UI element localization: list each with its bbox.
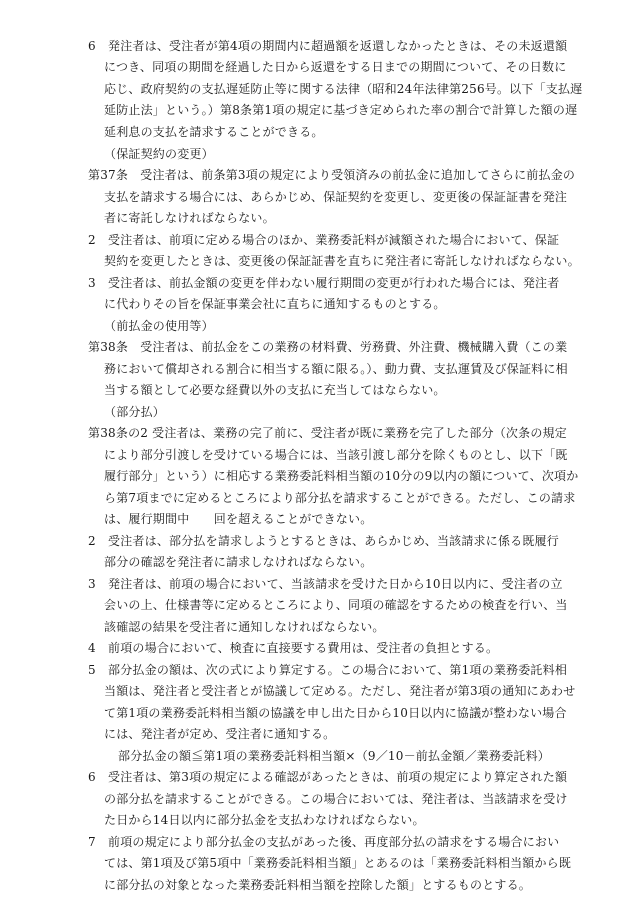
text-line: 会いの上、仕様書等に定めるところにより、同項の確認をするための検査を行い、当: [104, 598, 568, 612]
text-line: 第38条の2 受注者は、業務の完了前に、受注者が既に業務を完了した部分（次条の規定: [88, 426, 567, 440]
text-line: 4 前項の場合において、検査に直接要する費用は、受注者の負担とする。: [88, 641, 499, 655]
text-line: は、履行期間中 回を超えることができない。: [104, 512, 373, 526]
text-line: 3 発注者は、前項の場合において、当該請求を受けた日から10日以内に、受注者の立: [88, 577, 563, 591]
text-line: に部分払の対象となった業務委託料相当額を控除した額」とするものとする。: [104, 878, 532, 892]
text-line: 履行部分」という）に相応する業務委託料相当額の10分の9以内の額について、次項か: [104, 469, 579, 483]
text-line: の部分払を請求することができる。この場合においては、発注者は、当該請求を受け: [104, 792, 568, 806]
text-line: ては、第1項及び第5項中「業務委託料相当額」とあるのは「業務委託料相当額から既: [104, 856, 572, 870]
text-line: 延防止法」という。）第8条第1項の規定に基づき定められた率の割合で計算した額の遅: [104, 103, 578, 117]
text-line: （保証契約の変更）: [104, 147, 214, 161]
text-line: 当する額として必要な経費以外の支払に充当してはならない。: [104, 383, 446, 397]
text-line: 支払を請求する場合には、あらかじめ、保証契約を変更し、変更後の保証証書を発注: [104, 190, 568, 204]
text-line: 6 発注者は、受注者が第4項の期間内に超過額を返還しなかったときは、その未返還額: [88, 39, 568, 53]
text-line: には、発注者が定め、受注者に通知する。: [104, 727, 336, 741]
text-line: につき、同項の期間を経過した日から返還をする日までの期間について、その日数に: [104, 60, 567, 74]
text-line: により部分引渡しを受けている場合には、当該引渡し部分を除くものとし、以下「既: [104, 448, 568, 462]
text-line: 者に寄託しなければならない。: [104, 211, 275, 225]
text-line: 応じ、政府契約の支払遅延防止等に関する法律（昭和24年法律第256号。以下「支払遅: [104, 82, 583, 96]
text-line: ら第7項までに定めるところにより部分払を請求することができる。ただし、この請求: [104, 491, 576, 505]
text-line: 6 受注者は、第3項の規定による確認があったときは、前項の規定により算定された額: [88, 770, 568, 784]
text-line: 7 前項の規定により部分払金の支払があった後、再度部分払の請求をする場合におい: [88, 835, 560, 849]
text-line: 2 受注者は、前項に定める場合のほか、業務委託料が減額された場合において、保証: [88, 233, 560, 247]
text-line: 第37条 受注者は、前条第3項の規定により受領済みの前払金に追加してさらに前払金の: [88, 168, 576, 182]
text-line: 第38条 受注者は、前払金をこの業務の材料費、労務費、外注費、機械購入費（この業: [88, 340, 568, 354]
text-line: 部分の確認を発注者に請求しなければならない。: [104, 555, 373, 569]
text-line: 3 受注者は、前払金額の変更を伴わない履行期間の変更が行われた場合には、発注者: [88, 276, 560, 290]
text-line: て第1項の業務委託料相当額の協議を申し出た日から10日以内に協議が整わない場合: [104, 706, 567, 720]
text-line: 当額は、発注者と受注者とが協議して定める。ただし、発注者が第3項の通知にあわせ: [104, 684, 576, 698]
text-line: 該確認の結果を受注者に通知しなければならない。: [104, 620, 385, 634]
text-line: （部分払）: [104, 405, 166, 419]
text-line: た日から14日以内に部分払金を支払わなければならない。: [104, 813, 425, 827]
text-line: 契約を変更したときは、変更後の保証証書を直ちに発注者に寄託しなければならない。: [104, 254, 580, 268]
text-line: に代わりその旨を保証事業会社に直ちに通知するものとする。: [104, 297, 446, 311]
text-line: 部分払金の額≦第1項の業務委託料相当額×（9／10－前払金額／業務委託料）: [118, 749, 550, 763]
text-line: 延利息の支払を請求することができる。: [104, 125, 324, 139]
text-line: 務において償却される割合に相当する額に限る。）、動力費、支払運賃及び保証料に相: [104, 362, 568, 376]
text-line: 5 部分払金の額は、次の式により算定する。この場合において、第1項の業務委託料相: [88, 663, 568, 677]
text-line: 2 受注者は、部分払を請求しようとするときは、あらかじめ、当該請求に係る既履行: [88, 534, 559, 548]
text-line: （前払金の使用等）: [104, 319, 214, 333]
